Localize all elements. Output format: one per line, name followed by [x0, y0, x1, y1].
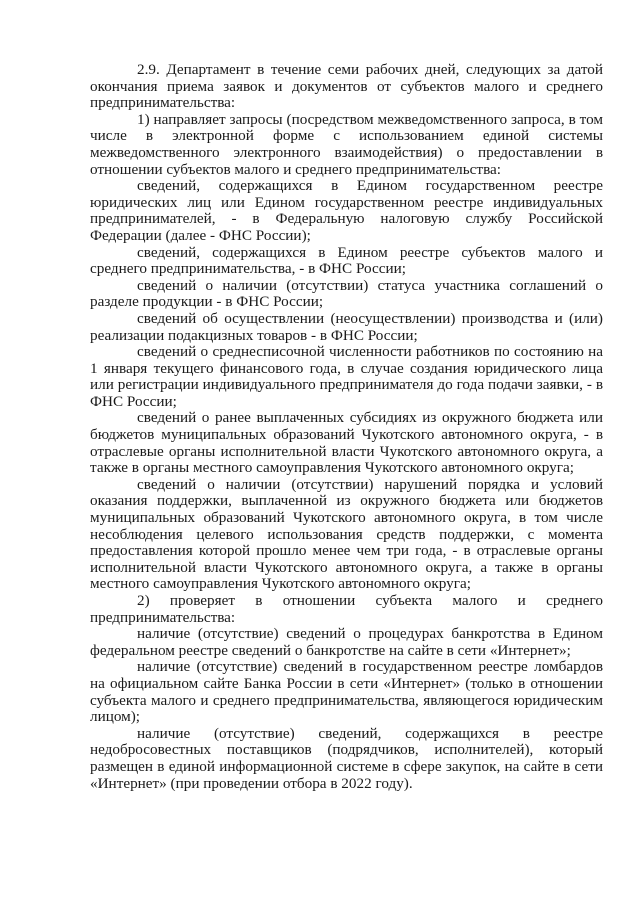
paragraph-production-sharing: сведений о наличии (отсутствии) статуса участника соглашений о разделе продукции - в ФНС России; [90, 276, 603, 311]
paragraph-excise-goods: сведений об осуществлении (неосуществлении) производства и (или) реализации подакцизных товаров - в ФНС России; [90, 309, 603, 344]
paragraph-2-9-intro: 2.9. Департамент в течение семи рабочих дней, следующих за датой окончания приема заявок и документов от субъектов малого и среднего предпринимательства: [90, 61, 603, 112]
paragraph-headcount: сведений о среднесписочной численности работников по состоянию на 1 января текущего финансового года, в случае создания юридического лица или регистрации индивидуального предпринимателя до года подачи заявки, - в ФНС России; [90, 343, 603, 410]
paragraph-pawnshops: наличие (отсутствие) сведений в государственном реестре ломбардов на официальном сайте Банка России в сети «Интернет» (только в отношении субъекта малого и среднего предпринимательства, являющегося юридическим лицом); [90, 658, 603, 726]
paragraph-support-violations: сведений о наличии (отсутствии) нарушений порядка и условий оказания поддержки, выплаченной из окружного бюджета или бюджетов муниципальных образований Чукотского автономного округа, в том числе несоблюдения целевого использования средств поддержки, с момента предоставления которой прошло менее чем три года, - в отраслевые органы исполнительной власти Чукотского автономного округа, а также в органы местного самоуправления Чукотского автономного округа; [90, 475, 603, 593]
paragraph-prior-subsidies: сведений о ранее выплаченных субсидиях из окружного бюджета или бюджетов муниципальных образований Чукотского автономного округа, - в отраслевые органы исполнительной власти Чукотского автономного округа, а также в органы местного самоуправления Чукотского автономного округа; [90, 409, 603, 477]
paragraph-bankruptcy: наличие (отсутствие) сведений о процедурах банкротства в Едином федеральном реестре сведений о банкротстве на сайте в сети «Интернет»; [90, 625, 603, 659]
paragraph-egrul-egrip: сведений, содержащихся в Едином государственном реестре юридических лиц или Едином государственном реестре индивидуальных предпринимателей, - в Федеральную налоговую службу Российской Федерации (далее - ФНС России); [90, 177, 603, 244]
paragraph-item-2-checks: 2) проверяет в отношении субъекта малого и среднего предпринимательства: [90, 592, 603, 626]
document-body [90, 62, 603, 792]
paragraph-unfair-suppliers: наличие (отсутствие) сведений, содержащихся в реестре недобросовестных поставщиков (подрядчиков, исполнителей), который размещен в единой информационной системе в сфере закупок, на сайте в сети «Интернет» (при проведении отбора в 2022 году). [90, 724, 603, 792]
paragraph-msp-registry: сведений, содержащихся в Едином реестре субъектов малого и среднего предпринимательства, - в ФНС России; [90, 243, 603, 278]
paragraph-item-1-requests: 1) направляет запросы (посредством межведомственного запроса, в том числе в электронной форме с использованием единой системы межведомственного электронного взаимодействия) о предоставлении в отношении субъектов малого и среднего предпринимательства: [90, 110, 603, 178]
